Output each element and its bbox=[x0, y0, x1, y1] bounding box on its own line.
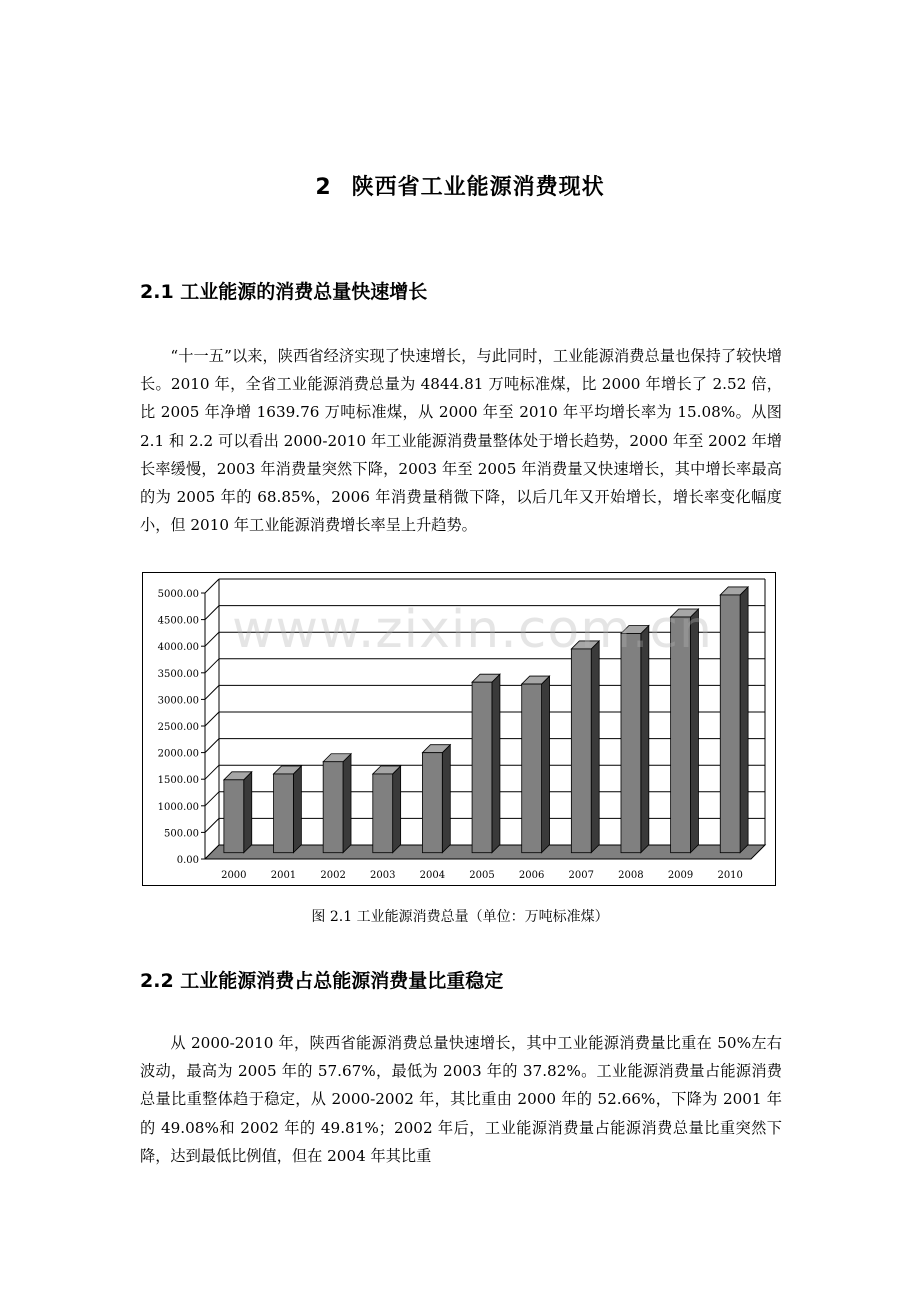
bar-side bbox=[393, 766, 401, 853]
y-tick-label: 1500.00 bbox=[157, 775, 199, 787]
chapter-title bbox=[0, 170, 920, 201]
gridline-side bbox=[205, 818, 219, 832]
x-tick-label: 2006 bbox=[518, 870, 545, 881]
x-tick-label: 2002 bbox=[320, 870, 346, 881]
section-2-1-title: 2.1 工业能源的消费总量快速增长 bbox=[140, 281, 428, 303]
x-tick-label: 2007 bbox=[568, 870, 594, 881]
bar-side bbox=[244, 772, 252, 853]
gridline-side bbox=[205, 659, 219, 673]
bar-side bbox=[542, 676, 550, 853]
x-tick-label: 2004 bbox=[419, 870, 446, 881]
bar bbox=[373, 774, 393, 853]
chapter-title-text: 陕西省工业能源消费现状 bbox=[351, 175, 605, 200]
y-tick-label: 2000.00 bbox=[157, 748, 199, 760]
y-tick-label: 4500.00 bbox=[157, 615, 199, 627]
bar bbox=[671, 617, 691, 853]
bar bbox=[323, 762, 343, 853]
section-2-2-title: 2.2 工业能源消费占总能源消费量比重稳定 bbox=[140, 970, 504, 992]
section-2-1-paragraph: “十一五”以来，陕西省经济实现了快速增长，与此同时，工业能源消费总量也保持了较快增长。2010 年，全省工业能源消费总量为 4844.81 万吨标准煤，比 2000 年增长了 2.52 倍，比 2005 年净增 1639.76 万吨标准煤，从 2000 年至 2010 年平均增长率为 15.08%。从图 2.1 和 2.2 可以看出 2000-2010 年工业能源消费量整体处于增长趋势，2000 年至 2002 年增长率缓慢，2003 年消费量突然下降，2003 年至 2005 年消费量又快速增长，其中增长率最高的为 2005 年的 68.85%，2006 年消费量稍微下降，以后几年又开始增长，增长率变化幅度小，但 2010 年工业能源消费增长率呈上升趋势。 bbox=[140, 347, 782, 535]
x-tick-label: 2010 bbox=[717, 870, 743, 881]
y-tick-label: 0.00 bbox=[176, 855, 199, 866]
bar-side bbox=[492, 674, 500, 853]
bar-side bbox=[343, 754, 351, 853]
bar-side bbox=[690, 609, 698, 853]
x-tick-label: 2003 bbox=[370, 870, 396, 881]
bar bbox=[621, 634, 641, 853]
y-tick-label: 1000.00 bbox=[157, 801, 199, 813]
y-tick-label: 2500.00 bbox=[157, 722, 199, 733]
bar bbox=[571, 649, 591, 853]
gridline-side bbox=[205, 765, 219, 779]
gridline-side bbox=[205, 712, 219, 726]
x-tick-label: 2008 bbox=[618, 870, 644, 881]
gridline-side bbox=[205, 685, 219, 699]
bar bbox=[274, 774, 294, 853]
y-tick-label: 3000.00 bbox=[157, 695, 199, 707]
y-tick-label: 5000.00 bbox=[157, 589, 199, 600]
figure-caption: 图 2.1 工业能源消费总量（单位：万吨标准煤） bbox=[311, 909, 609, 925]
y-tick-label: 500.00 bbox=[164, 828, 199, 840]
bar bbox=[422, 753, 442, 853]
gridline-side bbox=[205, 606, 219, 620]
x-tick-label: 2005 bbox=[469, 870, 495, 881]
gridline-side bbox=[205, 632, 219, 646]
gridline-side bbox=[205, 739, 219, 753]
section-2-2-paragraph: 从 2000-2010 年，陕西省能源消费总量快速增长，其中工业能源消费量比重在 50%左右波动，最高为 2005 年的 57.67%，最低为 2003 年的 37.82%。工业能源消费量占能源消费总量比重整体趋于稳定，从 2000-2002 年，其比重由 2000 年的 52.66%，下降为 2001 年的 49.08%和 2002 年的 49.81%；2002 年后，工业能源消费量占能源消费总量比重突然下降，达到最低比例值，但在 2004 年其比重 bbox=[140, 1034, 782, 1165]
bar-side bbox=[591, 641, 599, 853]
bar-side bbox=[641, 626, 649, 853]
bar bbox=[224, 780, 244, 853]
bar-chart-container bbox=[142, 572, 776, 886]
y-tick-label: 3500.00 bbox=[157, 668, 199, 680]
bar-side bbox=[293, 766, 301, 853]
gridline-side bbox=[205, 579, 219, 593]
bar bbox=[522, 684, 542, 853]
chapter-number: 2 bbox=[315, 175, 332, 200]
bar-side bbox=[442, 745, 450, 853]
bar-chart bbox=[143, 573, 777, 887]
x-tick-label: 2000 bbox=[221, 870, 247, 881]
x-tick-label: 2009 bbox=[667, 870, 694, 881]
gridline-side bbox=[205, 792, 219, 806]
y-tick-label: 4000.00 bbox=[157, 642, 199, 654]
bar bbox=[472, 682, 492, 853]
bar-side bbox=[740, 587, 748, 853]
bar bbox=[720, 595, 740, 853]
watermark: www.zixin.com.cn bbox=[232, 600, 713, 660]
x-tick-label: 2001 bbox=[270, 870, 297, 881]
